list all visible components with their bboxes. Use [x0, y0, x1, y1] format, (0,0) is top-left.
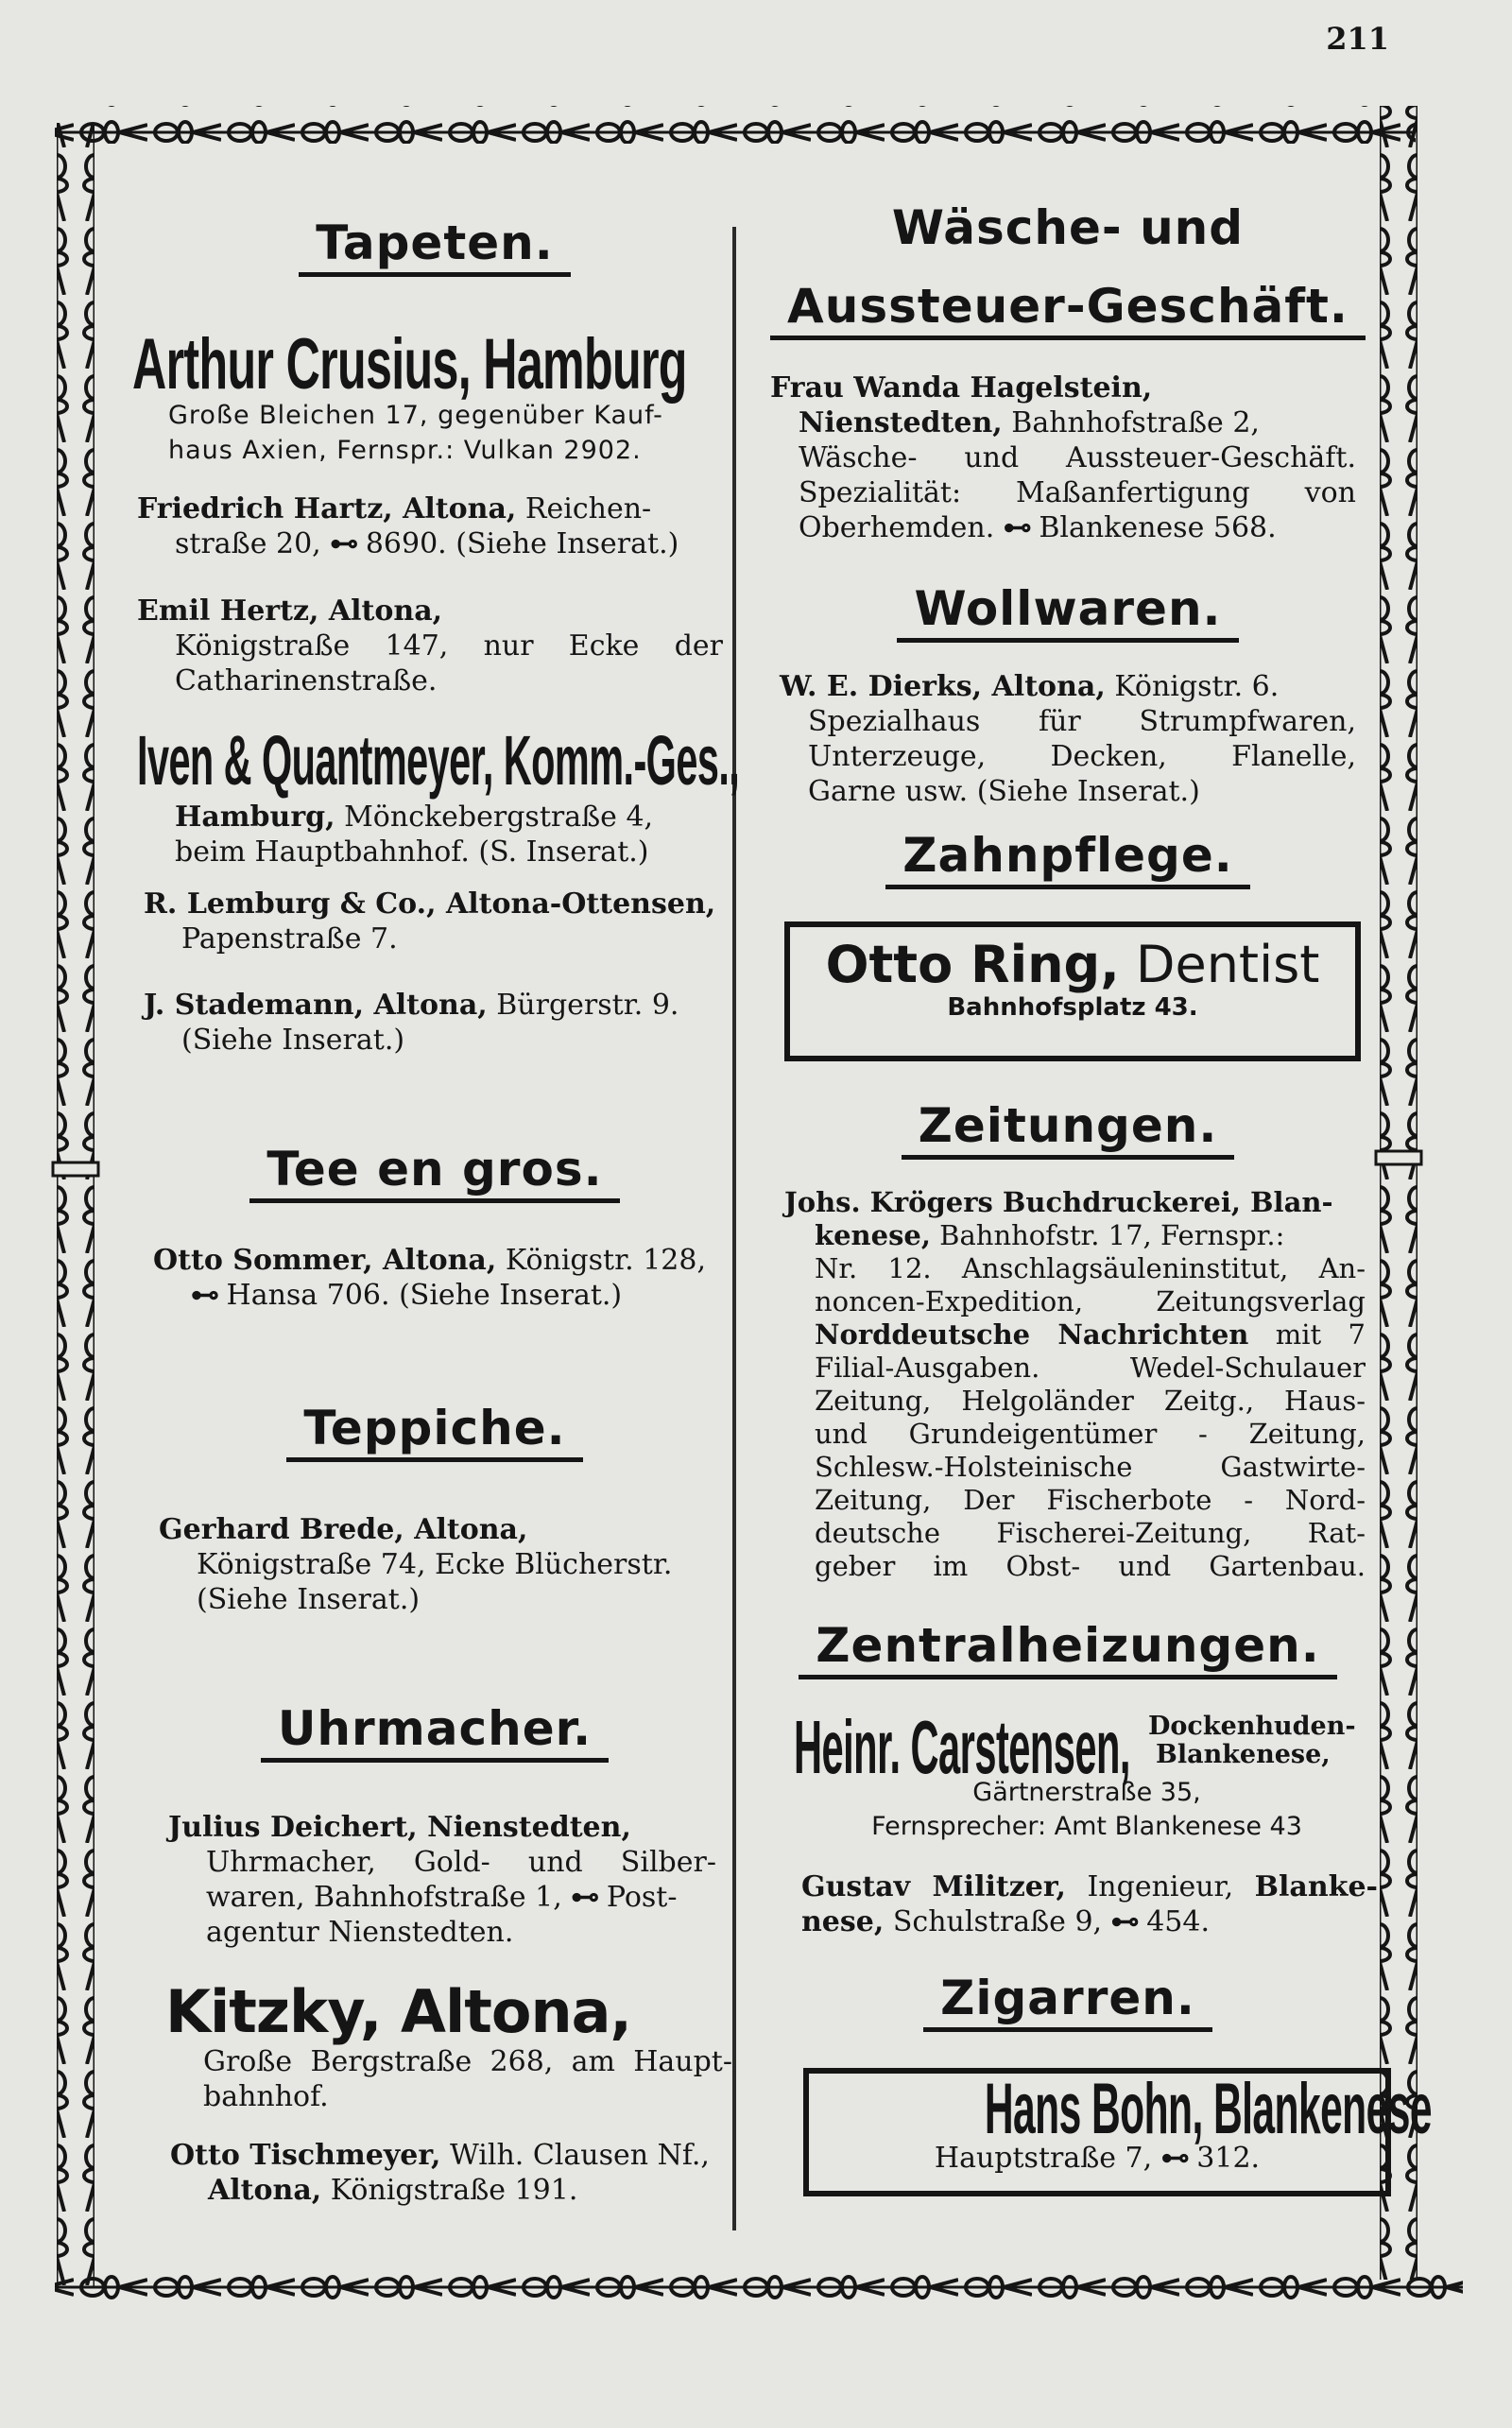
entry-dierks: W. E. Dierks, Altona, Königstr. 6. Spezialhaus für Strumpfwaren, Unterzeuge, Decken, Flanelle, Garne usw. (Siehe Inserat.) — [780, 670, 1356, 808]
entry-carstensen: Heinr. Carstensen, Dockenhuden- Blankenese, Gärtnerstraße 35, Fernsprecher: Amt Blankenese 43 — [794, 1705, 1356, 1841]
entry-sommer: Otto Sommer, Altona, Königstr. 128, ⊷ Hansa 706. (Siehe Inserat.) — [153, 1244, 706, 1312]
column-divider — [732, 227, 736, 2230]
entry-kitzky: Kitzky, Altona, Große Bergstraße 268, am Haupt- bahnhof. — [165, 1977, 732, 2113]
telephone-icon: ⊷ — [571, 1881, 598, 1914]
heading-aussteuer: Aussteuer-Geschäft. — [765, 279, 1370, 340]
entry-kroeger: Johs. Krögers Buchdruckerei, Blan- kenese, Bahnhofstr. 17, Fernspr.: Nr. 12. Anschlagsäuleninstitut, An- noncen-Expedition, Zeitungsverlag Norddeutsche Nachrichten mit 7 Filial-Ausgaben. Wedel-Schulauer Zeitung, Helgoländer Zeitg., Haus- und Grundeigentümer - Zeitung, Schlesw.-Holsteinische Gastwirte- Zeitung, Der Fischerbote - Nord- deutsche Fischerei-Zeitung, Rat- geber im Obst- und Gartenbau. — [784, 1186, 1366, 1582]
heading-zentralheizungen: Zentralheizungen. — [765, 1618, 1370, 1679]
heading-zahnpflege: Zahnpflege. — [765, 828, 1370, 889]
heading-tee: Tee en gros. — [132, 1142, 737, 1203]
entry-hartz: Friedrich Hartz, Altona, Reichen- straße 20, ⊷ 8690. (Siehe Inserat.) — [137, 492, 679, 560]
entry-hertz: Emil Hertz, Altona, Königstraße 147, nur Ecke der Catharinenstraße. — [137, 594, 723, 697]
entry-hagelstein: Frau Wanda Hagelstein, Nienstedten, Bahnhofstraße 2, Wäsche- und Aussteuer-Geschäft. Spezialität: Maßanfertigung von Oberhemden. ⊷ Blankenese 568. — [770, 371, 1356, 544]
telephone-icon: ⊷ — [1160, 2142, 1188, 2175]
telephone-icon: ⊷ — [330, 527, 357, 560]
heading-zeitungen: Zeitungen. — [765, 1098, 1370, 1160]
telephone-icon: ⊷ — [1110, 1905, 1138, 1938]
telephone-icon: ⊷ — [191, 1279, 217, 1312]
entry-stademann: J. Stademann, Altona, Bürgerstr. 9. (Siehe Inserat.) — [144, 989, 679, 1057]
heading-zigarren: Zigarren. — [765, 1971, 1370, 2032]
entry-iven-quantmeyer: Iven & Quantmeyer, Komm.-Ges., Hamburg, Mönckebergstraße 4, beim Hauptbahnhof. (S. Inserat.) — [137, 721, 740, 869]
heading-waesche: Wäsche- und — [891, 200, 1245, 255]
entry-tischmeyer: Otto Tischmeyer, Wilh. Clausen Nf., Altona, Königstraße 191. — [170, 2139, 710, 2207]
entry-crusius: Arthur Crusius, Hamburg Große Bleichen 17, gegenüber Kauf- haus Axien, Fernspr.: Vulkan 2902. — [132, 324, 687, 465]
entry-militzer: Gustav Militzer, Ingenieur, Blanke- nese, Schulstraße 9, ⊷ 454. — [801, 1870, 1378, 1938]
ad-hans-bohn: Hans Bohn, Blankenese Hauptstraße 7, ⊷ 312. — [803, 2068, 1391, 2196]
heading-uhrmacher: Uhrmacher. — [132, 1701, 737, 1763]
page-number: 211 — [1326, 21, 1389, 57]
telephone-icon: ⊷ — [1003, 511, 1030, 544]
entry-brede: Gerhard Brede, Altona, Königstraße 74, Ecke Blücherstr. (Siehe Inserat.) — [159, 1513, 673, 1616]
heading-wollwaren: Wollwaren. — [765, 581, 1370, 643]
heading-teppiche: Teppiche. — [132, 1401, 737, 1462]
entry-lemburg: R. Lemburg & Co., Altona-Ottensen, Papenstraße 7. — [144, 887, 716, 956]
entry-deichert: Julius Deichert, Nienstedten, Uhrmacher, Gold- und Silber- waren, Bahnhofstraße 1, ⊷ Post- agentur Nienstedten. — [168, 1811, 716, 1949]
ad-otto-ring: Otto Ring, Dentist Bahnhofsplatz 43. — [784, 921, 1361, 1061]
heading-tapeten: Tapeten. — [132, 215, 737, 277]
